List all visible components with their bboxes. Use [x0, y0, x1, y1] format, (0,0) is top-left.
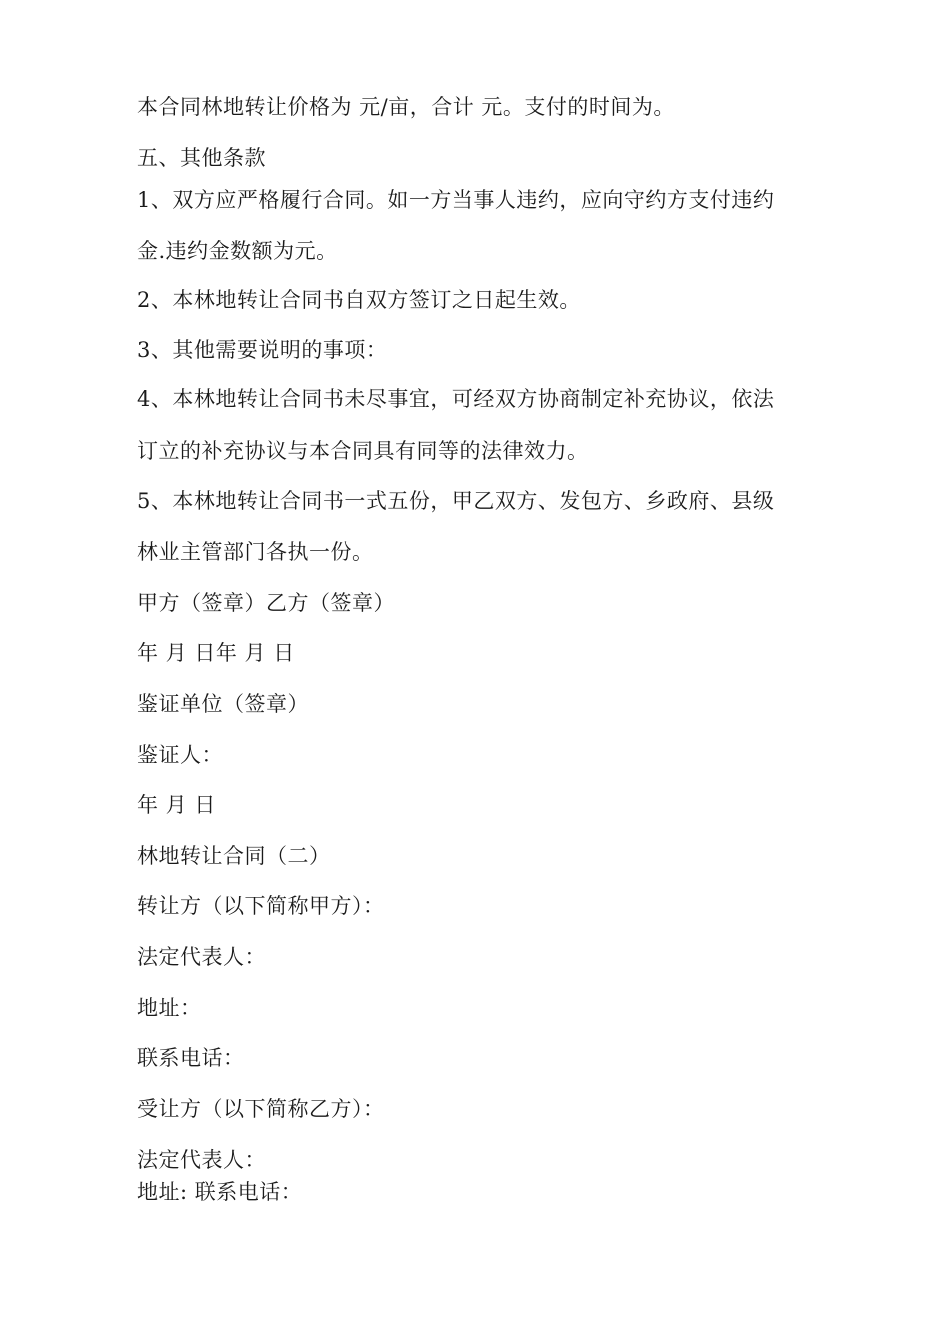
price-clause-line: 本合同林地转让价格为 元/亩，合计 元。支付的时间为。 — [137, 95, 675, 119]
clause-3-line: 3、其他需要说明的事项： — [137, 338, 388, 362]
transferor-phone-line: 联系电话： — [137, 1046, 245, 1070]
transferor-line: 转让方（以下简称甲方）： — [137, 894, 385, 918]
signature-parties-line: 甲方（签章）乙方（签章） — [137, 591, 395, 615]
transferor-address-line: 地址： — [137, 996, 202, 1020]
authentication-unit-line: 鉴证单位（签章） — [137, 692, 309, 716]
clause-2-line: 2、本林地转让合同书自双方签订之日起生效。 — [137, 288, 581, 312]
clause-5-line-2: 林业主管部门各执一份。 — [137, 540, 374, 564]
transferee-legal-rep-line: 法定代表人： — [137, 1148, 266, 1172]
clause-1-line-2: 金.违约金数额为元。 — [137, 239, 338, 263]
clause-5-line-1: 5、本林地转让合同书一式五份，甲乙双方、发包方、乡政府、县级 — [137, 489, 775, 513]
clause-4-line-2: 订立的补充协议与本合同具有同等的法律效力。 — [137, 439, 589, 463]
authenticator-line: 鉴证人： — [137, 743, 223, 767]
transferor-legal-rep-line: 法定代表人： — [137, 945, 266, 969]
transferee-line: 受让方（以下简称乙方）： — [137, 1097, 385, 1121]
authentication-date-line: 年 月 日 — [137, 793, 216, 817]
signature-dates-line: 年 月 日年 月 日 — [137, 641, 295, 665]
clause-1-line-1: 1、双方应严格履行合同。如一方当事人违约，应向守约方支付违约 — [137, 188, 775, 212]
section-heading-other-terms: 五、其他条款 — [137, 146, 266, 170]
contract-two-title: 林地转让合同（二） — [137, 844, 331, 868]
clause-4-line-1: 4、本林地转让合同书未尽事宜，可经双方协商制定补充协议，依法 — [137, 387, 775, 411]
transferee-address-phone-line: 地址: 联系电话： — [137, 1180, 303, 1204]
